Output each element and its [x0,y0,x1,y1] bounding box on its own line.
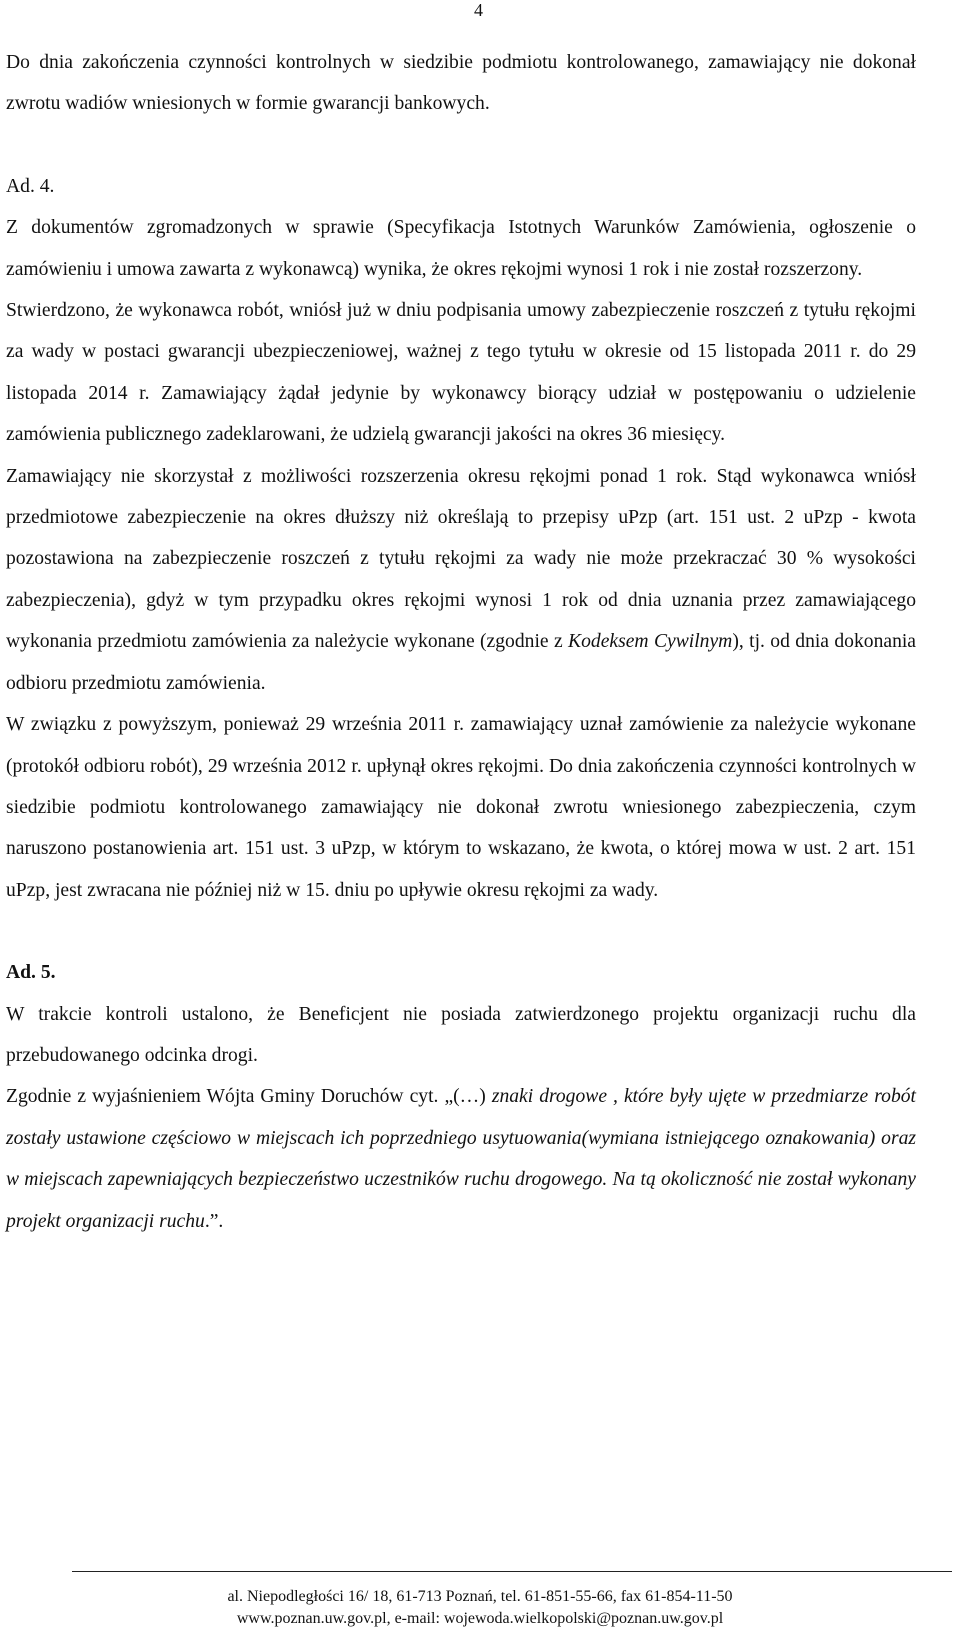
paragraph-wadia: Do dnia zakończenia czynności kontrolnych w siedzibie podmiotu kontrolowanego, zamawiający nie dokonał zwrotu wadiów wniesionych w formie gwarancji bankowych. [6,52,916,115]
paragraph-cytat [6,1076,916,1242]
text-run: Zgodnie z wyjaśnieniem Wójta Gminy Doruchów cyt. „(…) [6,1086,492,1108]
paragraph-zwrot: W związku z powyższym, ponieważ 29 września 2011 r. zamawiający uznał zamówienie za należycie wykonane (protokół odbioru robót), 29 września 2012 r. upłynął okres rękojmi. Do dnia zakończenia czynności kontrolnych w siedzibie podmiotu kontrolowanego zamawiający nie dokonał zwrotu wniesionego zabezpieczenia, czym naruszono postanowienia art. 151 ust. 3 uPzp, w którym to wskazano, że kwota, o której mowa w ust. 2 art. 151 uPzp, jest zwracana nie później niż w 15. dniu po upływie okresu rękojmi za wady. [6,714,916,901]
paragraph-gwarancja: Stwierdzono, że wykonawca robót, wniósł już w dniu podpisania umowy zabezpieczenie roszczeń z tytułu rękojmi za wady w postaci gwarancji ubezpieczeniowej, ważnej z tego tytułu w okresie od 15 listopada 2011 r. do 29 listopada 2014 r. Zamawiający żądał jedynie by wykonawcy biorący udział w postępowaniu o udzielenie zamówienia publicznego zadeklarowani, że udzielą gwarancji jakości na okres 36 miesięcy. [6,300,916,446]
text-run: .”. [204,1210,224,1232]
footer-address: al. Niepodległości 16/ 18, 61-713 Poznań, tel. 61-851-55-66, fax 61-854-11-50 [227,1588,733,1605]
heading-ad5: Ad. 5. [6,962,56,984]
paragraph-organizacja-ruchu: W trakcie kontroli ustalono, że Beneficjent nie posiada zatwierdzonego projektu organizacji ruchu dla przebudowanego odcinka drogi. [6,1003,916,1066]
text-run-italic: znaki drogowe , które były ujęte w przedmiarze robót zostały ustawione częściowo w miejscach ich poprzedniego usytuowania(wymiana istniejącego oznakowania) oraz w miejscach zapewniających bezpieczeństwo uczestników ruchu drogowego. Na tą okoliczność nie został wykonany projekt organizacji ruchu [6,1086,916,1232]
footer-divider [72,1571,952,1572]
paragraph-zabezpieczenie [6,456,916,704]
document-body [6,42,916,1242]
text-run: Zamawiający nie skorzystał z możliwości rozszerzenia okresu rękojmi ponad 1 rok. Stąd wykonawca wniósł przedmiotowe zabezpieczenie na okres dłuższy niż określają to przepisy uPzp (art. 151 ust. 2 uPzp - kwota pozostawiona na zabezpieczenie roszczeń z tytułu rękojmi za wady nie może przekraczać 30 % wysokości zabezpieczenia), gdyż w tym przypadku okres rękojmi wynosi 1 rok od dnia uznania przez zamawiającego wykonania przedmiotu zamówienia za należycie wykonane (zgodnie z [6,465,916,653]
footer-contact: www.poznan.uw.gov.pl, e-mail: wojewoda.wielkopolski@poznan.uw.gov.pl [236,1610,724,1627]
paragraph-rekojmia: Z dokumentów zgromadzonych w sprawie (Specyfikacja Istotnych Warunków Zamówienia, ogłoszenie o zamówieniu i umowa zawarta z wykonawcą) wynika, że okres rękojmi wynosi 1 rok i nie został rozszerzony. [6,217,916,280]
page-number: 4 [474,0,483,20]
heading-ad4: Ad. 4. [6,175,55,197]
text-run-italic: Kodeksem Cywilnym [568,631,733,653]
text-run: ), tj. od dnia dokonania odbioru przedmiotu zamówienia. [6,631,917,694]
